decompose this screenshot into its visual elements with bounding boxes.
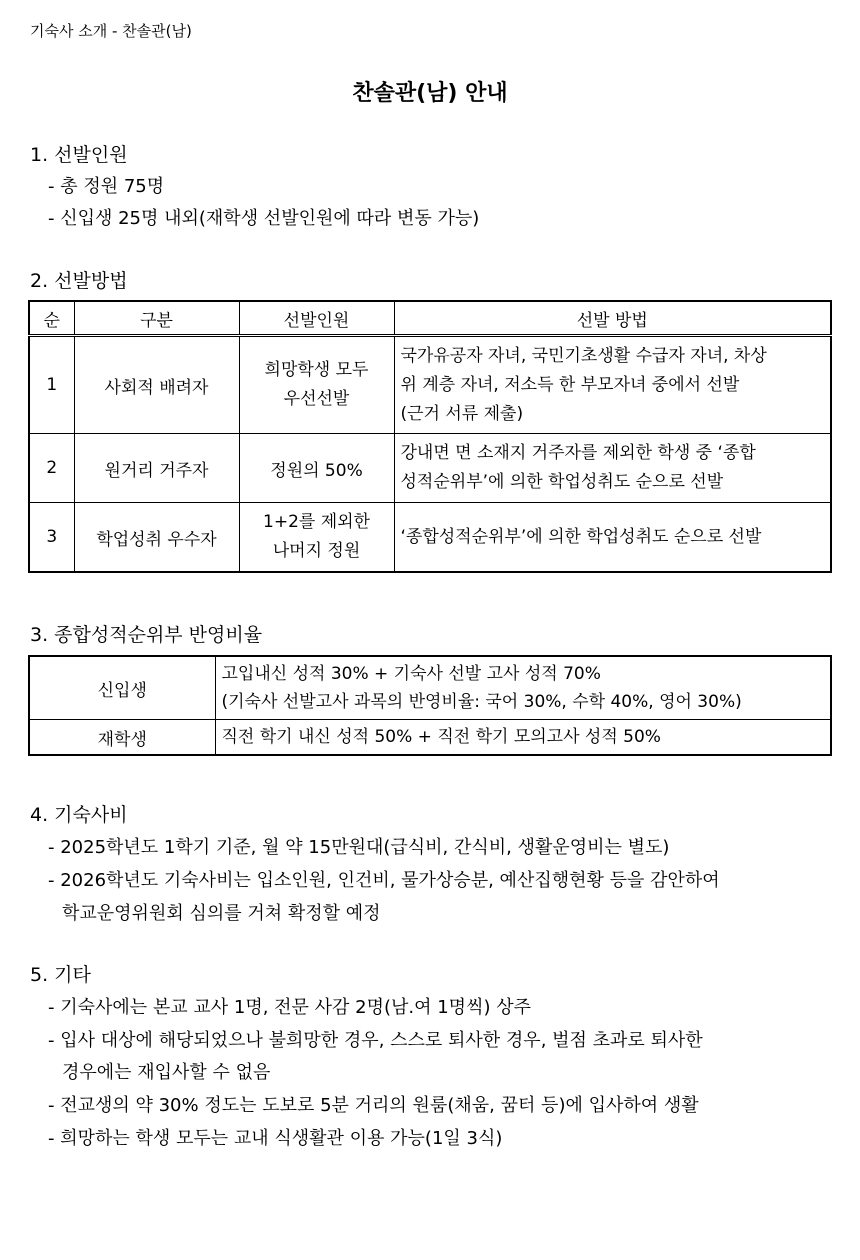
cell-line: 직전 학기 내신 성적 50% + 직전 학기 모의고사 성적 50% (221, 727, 661, 747)
column-header: 구분 (74, 301, 239, 336)
list-item: - 입사 대상에 해당되었으나 불희망한 경우, 스스로 퇴사한 경우, 벌점 초과로 퇴사한 (48, 1030, 703, 1051)
cell-line: (근거 서류 제출) (400, 403, 524, 424)
list-item: - 전교생의 약 30% 정도는 도보로 5분 거리의 원룸(채움, 꿈터 등)에 입사하여 생활 (48, 1095, 699, 1116)
cell-quota (239, 336, 394, 434)
cell-label: 신입생 (29, 656, 215, 720)
list-item: - 2026학년도 기숙사비는 입소인원, 인건비, 물가상승분, 예산집행현황 등을 감안하여 (48, 870, 720, 891)
list-item: - 총 정원 75명 (48, 176, 165, 197)
cell-line: 1+2를 제외한 (263, 512, 370, 532)
cell-line: 우선선발 (283, 389, 350, 409)
list-item: - 신입생 25명 내외(재학생 선발인원에 따라 변동 가능) (48, 208, 480, 229)
cell-category: 사회적 배려자 (74, 336, 239, 434)
list-item: - 기숙사에는 본교 교사 1명, 전문 사감 2명(남.여 1명씩) 상주 (48, 997, 531, 1018)
list-item: 학교운영위원회 심의를 거쳐 확정할 예정 (62, 903, 381, 924)
cell-quota (239, 503, 394, 573)
list-item: - 희망하는 학생 모두는 교내 식생활관 이용 가능(1일 3식) (48, 1128, 503, 1149)
cell-method (394, 503, 831, 573)
table-row (29, 336, 831, 434)
section-heading-fee: 4. 기숙사비 (30, 804, 128, 826)
cell-line: 위 계층 자녀, 저소득 한 부모자녀 중에서 선발 (400, 374, 740, 395)
cell-line: 강내면 면 소재지 거주자를 제외한 학생 중 ‘종합 (400, 443, 756, 463)
section-heading-ratio: 3. 종합성적순위부 반영비율 (30, 624, 263, 646)
table-header-row (29, 301, 831, 336)
column-header: 순 (29, 301, 74, 336)
section-heading-method: 2. 선발방법 (30, 270, 128, 292)
cell-content (215, 720, 831, 756)
section-heading-etc: 5. 기타 (30, 964, 91, 986)
table-row (29, 720, 831, 756)
cell-quota (239, 434, 394, 503)
table-row (29, 434, 831, 503)
section-heading-quota: 1. 선발인원 (30, 144, 128, 166)
page-title: 찬솔관(남) 안내 (352, 81, 508, 106)
column-header: 선발인원 (239, 301, 394, 336)
cell-method (394, 434, 831, 503)
cell-content (215, 656, 831, 720)
cell-label: 재학생 (29, 720, 215, 756)
cell-line: (기숙사 선발고사 과목의 반영비율: 국어 30%, 수학 40%, 영어 30%) (221, 692, 742, 712)
selection-method-table (28, 300, 832, 573)
cell-line: 성적순위부’에 의한 학업성취도 순으로 선발 (400, 472, 724, 492)
cell-line: 정원의 50% (270, 460, 363, 481)
table-row (29, 656, 831, 720)
cell-line: ‘종합성적순위부’에 의한 학업성취도 순으로 선발 (400, 526, 762, 547)
list-item: 경우에는 재입사할 수 없음 (62, 1062, 271, 1083)
list-item: - 2025학년도 1학기 기준, 월 약 15만원대(급식비, 간식비, 생활운영비는 별도) (48, 837, 670, 858)
cell-line: 나머지 정원 (272, 541, 361, 561)
cell-line: 희망학생 모두 (264, 360, 369, 380)
breadcrumb: 기숙사 소개 - 찬솔관(남) (30, 22, 192, 40)
cell-no: 2 (29, 434, 74, 503)
ratio-table (28, 655, 832, 756)
cell-category: 학업성취 우수자 (74, 503, 239, 573)
cell-no: 1 (29, 336, 74, 434)
table-row (29, 503, 831, 573)
cell-category: 원거리 거주자 (74, 434, 239, 503)
cell-method (394, 336, 831, 434)
cell-line: 고입내신 성적 30% + 기숙사 선발 고사 성적 70% (221, 664, 601, 684)
cell-no: 3 (29, 503, 74, 573)
cell-line: 국가유공자 자녀, 국민기초생활 수급자 자녀, 차상 (400, 345, 767, 366)
column-header: 선발 방법 (394, 301, 831, 336)
